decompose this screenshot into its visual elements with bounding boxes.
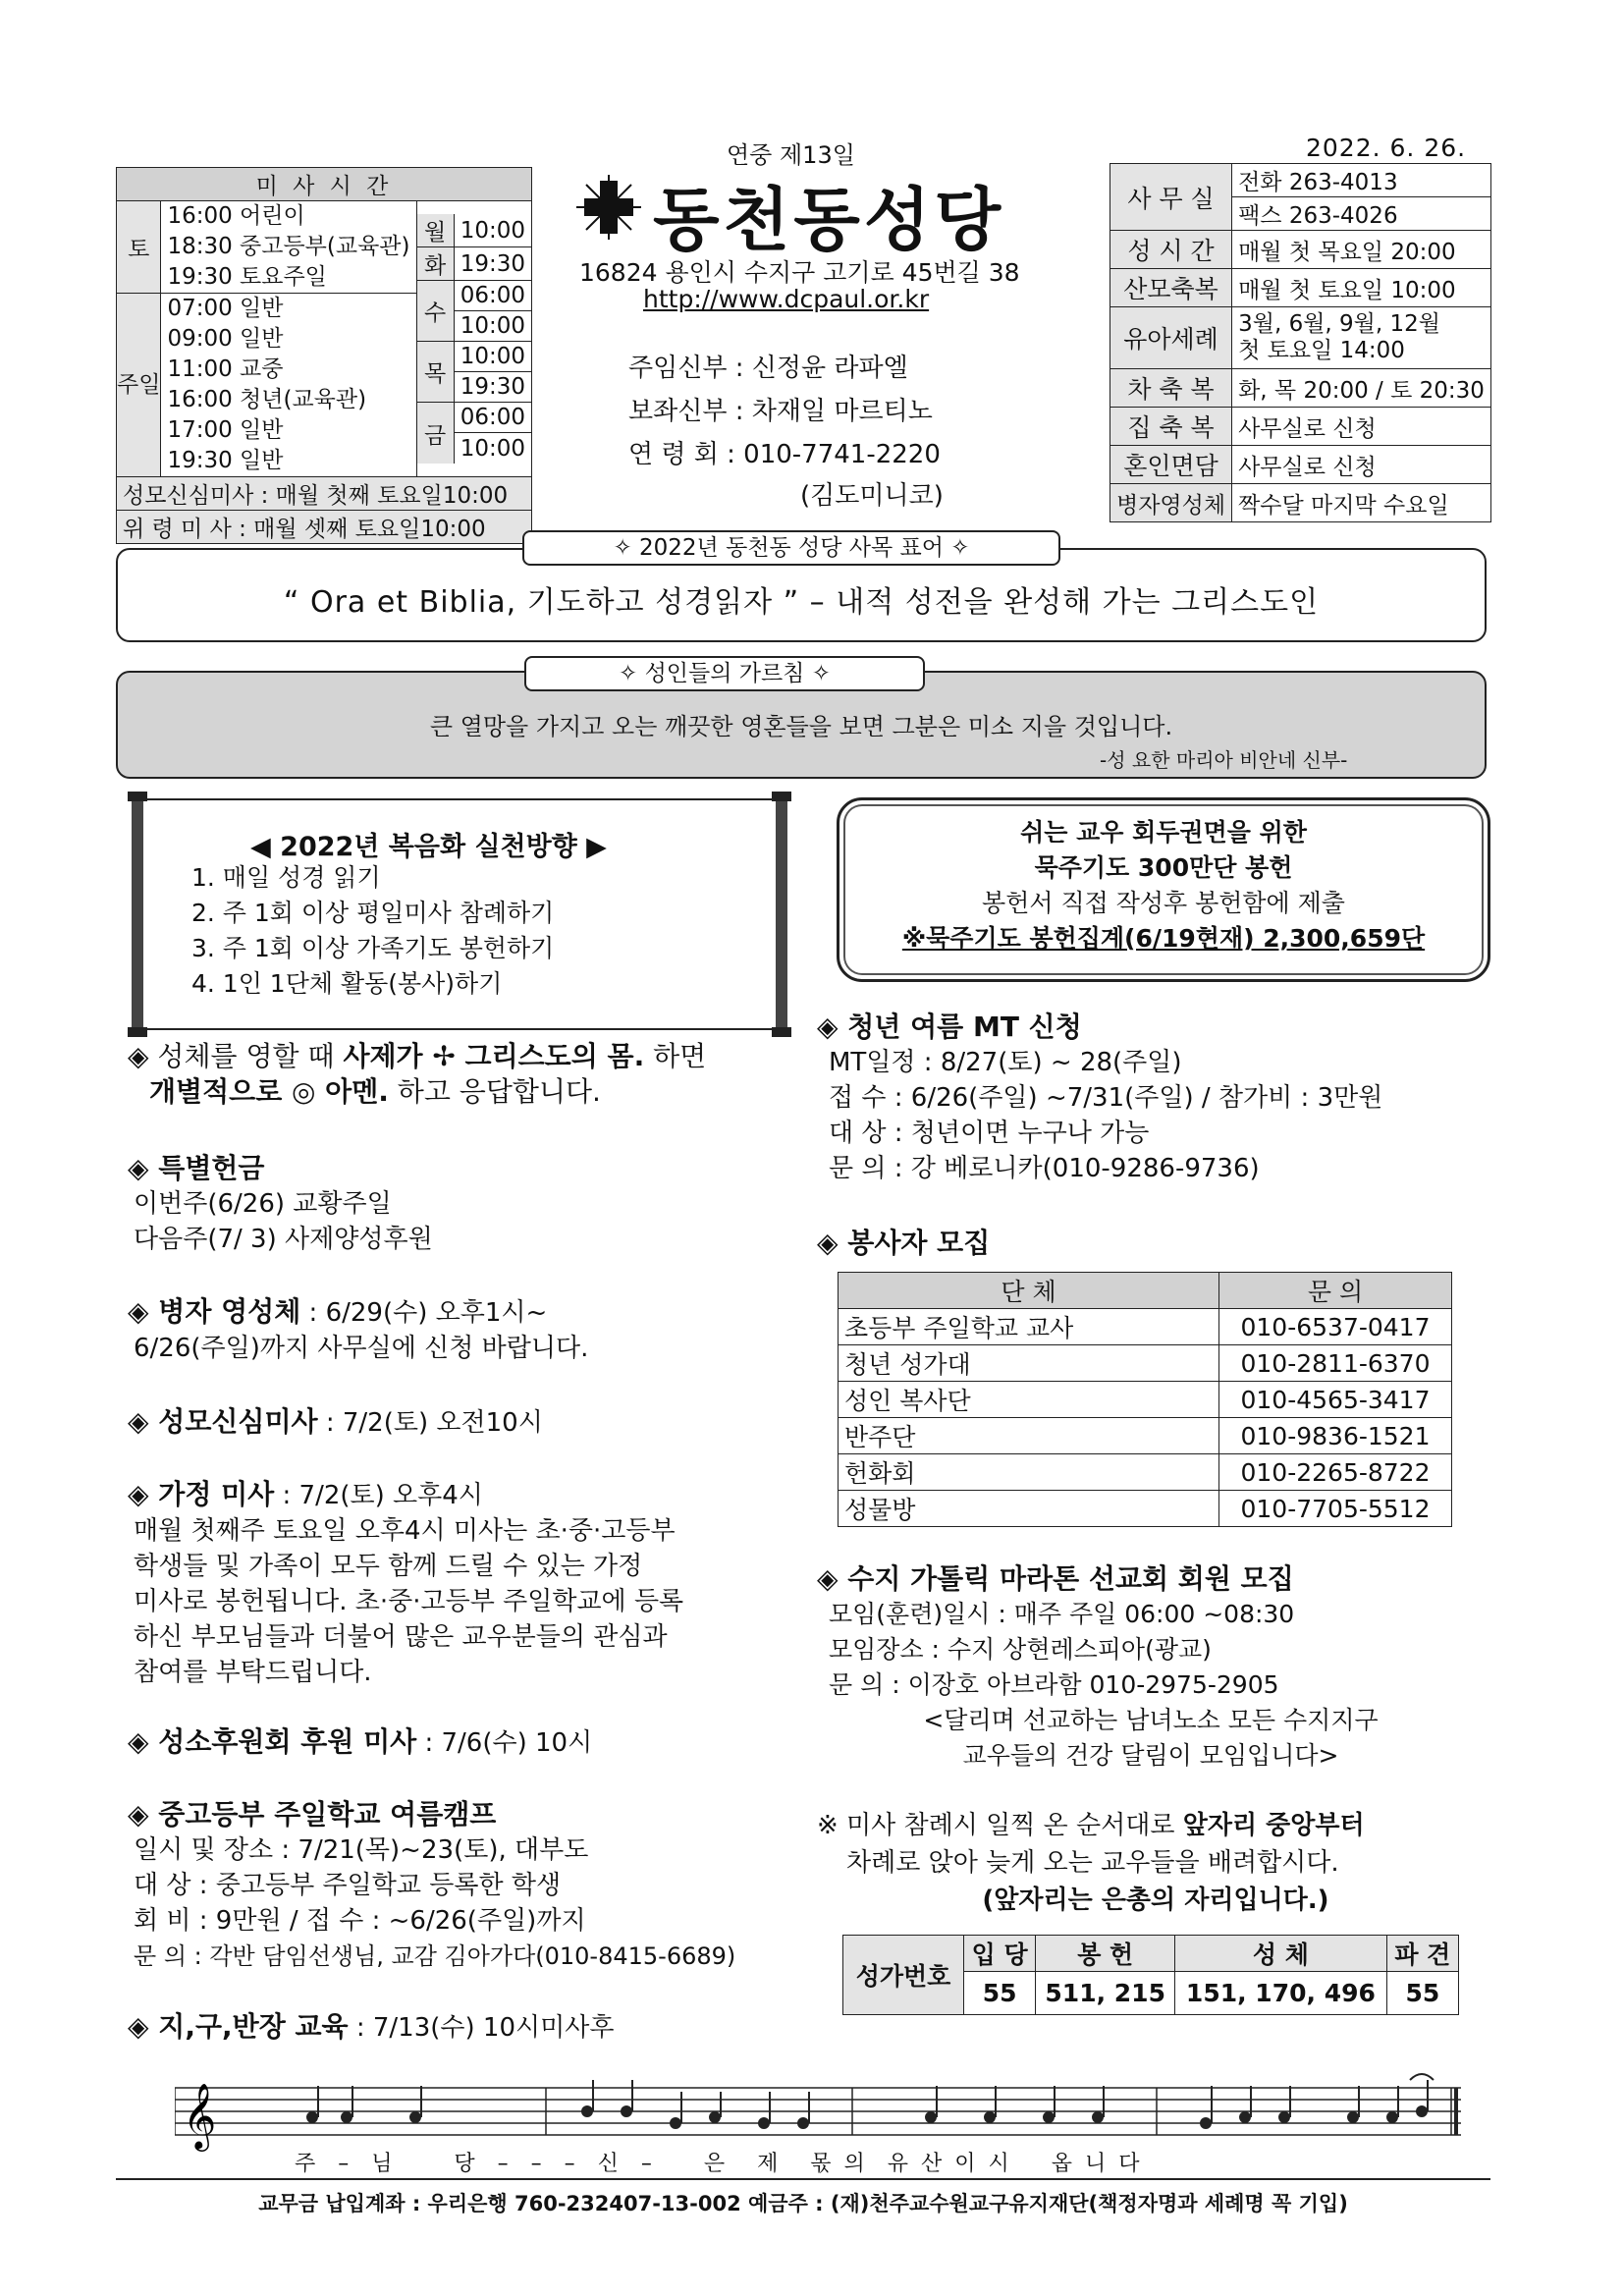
evangelization-items: 1. 매일 성경 읽기 2. 주 1회 이상 평일미사 참례하기 3. 주 1회 이상 가족기도 봉헌하기 4. 1인 1단체 활동(봉사)하기 bbox=[191, 863, 555, 998]
assistant-line: 보좌신부 : 차재일 마르티노 bbox=[628, 397, 933, 426]
parish-address: 16824 용인시 수지구 고기로 45번길 38 bbox=[579, 258, 1020, 287]
communion-notice: ◈ 성체를 영할 때 사제가 ✢ 그리스도의 몸. 하면 개별적으로 ◎ 아멘. 하고 응답합니다. bbox=[128, 1040, 707, 1108]
table-row: 반주단 010-9836-1521 bbox=[839, 1418, 1452, 1454]
special-offering-notice: ◈ 특별헌금 이번주(6/26) 교황주일 다음주(7/ 3) 사제양성후원 bbox=[128, 1152, 433, 1254]
marathon-notice: ◈ 수지 가톨릭 마라톤 선교회 회원 모집 모임(훈련)일시 : 매주 주일 06:00 ~08:30 모임장소 : 수지 상현레스피아(광교) 문 의 : 이장호 아브라함 010-2975-2905 bbox=[817, 1562, 1295, 1699]
table-row: 헌화회 010-2265-8722 bbox=[839, 1454, 1452, 1491]
hymn-table: 성가번호 입 당 봉 헌 성 체 파 견 55 511, 215 151, 170, 496 55 bbox=[842, 1935, 1459, 2015]
music-lyrics: 주 – 님 당 – – – 신 – 은 제 몫 의 유 산 이 시 옵 니 다 bbox=[295, 2152, 1143, 2176]
seating-notice: ※ 미사 참례시 일찍 온 순서대로 앞자리 중앙부터 차례로 앉아 늦게 오는 교우들을 배려합시다. (앞자리는 은총의 자리입니다.) bbox=[817, 1811, 1365, 1915]
pastor-line: 주임신부 : 신정윤 라파엘 bbox=[628, 354, 908, 383]
volunteer-table: 단 체 문 의 초등부 주일학교 교사 010-6537-0417 청년 성가대 010-2811-6370 성인 복사단 010-4565-3417 반주단 010-9836-1521 헌화회 010-2265-8722 성물방 010-7705-5512 bbox=[838, 1272, 1452, 1527]
motto-label: ✧ 2022년 동천동 성당 사목 표어 ✧ bbox=[522, 530, 1060, 566]
saints-source: -성 요한 마리아 비안네 신부- bbox=[1100, 748, 1348, 772]
svg-text:𝄞: 𝄞 bbox=[183, 2082, 217, 2149]
table-row: 청년 성가대 010-2811-6370 bbox=[839, 1345, 1452, 1382]
weekday-times: 월 10:00 화 19:30 수 06:00 10:00 목 10:00 19:30 금 06:00 10:00 bbox=[416, 201, 531, 477]
monthly-mass-2: 위 령 미 사 : 매월 셋째 토요일10:00 bbox=[117, 511, 532, 544]
mass-times-title: 미 사 시 간 bbox=[117, 168, 532, 201]
rosary-text: 쉬는 교우 회두권면을 위한 묵주기도 300만단 봉헌 봉헌서 직접 작성후 봉헌함에 제출 ※묵주기도 봉헌집계(6/19현재) 2,300,659단 bbox=[901, 818, 1426, 953]
table-row: 성물방 010-7705-5512 bbox=[839, 1491, 1452, 1527]
saints-quote: 큰 열망을 가지고 오는 깨끗한 영혼들을 보면 그분은 미소 지을 것입니다. bbox=[429, 713, 1173, 740]
mt-notice: ◈ 청년 여름 MT 신청 MT일정 : 8/27(토) ~ 28(주일) 접 수 : 6/26(주일) ~7/31(주일) / 참가비 : 3만원 대 상 : 청년이면 누구나 가능 문 의 : 강 베로니카(010-9286-9736) bbox=[817, 1011, 1383, 1183]
saturday-label: 토 bbox=[117, 201, 161, 294]
sunday-times: 07:00 일반 09:00 일반 11:00 교중 16:00 청년(교육관) 17:00 일반 19:30 일반 bbox=[161, 294, 416, 477]
sunday-label: 주일 bbox=[117, 294, 161, 477]
issue-date: 2022. 6. 26. bbox=[1306, 134, 1467, 162]
council-line: 연 령 회 : 010-7741-2220 bbox=[628, 440, 941, 469]
motto-text: “ Ora et Biblia, 기도하고 성경읽자 ” – 내적 성전을 완성해 가는 그리스도인 bbox=[283, 585, 1320, 620]
marathon-slogan: <달리며 선교하는 남녀노소 모든 수지지구 교우들의 건강 달림이 모임입니다> bbox=[923, 1706, 1379, 1770]
sick-communion-notice: ◈ 병자 영성체 : 6/29(수) 오후1시~ 6/26(주일)까지 사무실에 신청 바랍니다. bbox=[128, 1295, 589, 1363]
table-row: 초등부 주일학교 교사 010-6537-0417 bbox=[839, 1309, 1452, 1345]
vocation-mass-notice: ◈ 성소후원회 후원 미사 : 7/6(수) 10시 bbox=[128, 1725, 593, 1758]
music-staff bbox=[175, 2070, 1461, 2159]
parish-website[interactable]: http://www.dcpaul.or.kr bbox=[643, 285, 930, 313]
volunteer-notice-head: ◈ 봉사자 모집 bbox=[817, 1227, 991, 1259]
office-table: 사 무 실 전화 263-4013 팩스 263-4026 성 시 간 매월 첫 목요일 20:00 산모축복 매월 첫 토요일 10:00 유아세례 3월, 6월, 9월, 12월 첫 토요일 14:00 차 축 복 화, 목 20:00 / 토 20:30 집 축 복 사무실로 신청 혼인면담 사무실로 신청 병자영성체 짝수달 마지막 수요일 bbox=[1110, 163, 1491, 522]
footer-account: 교무금 납입계좌 : 우리은행 760-232407-13-002 예금주 : (재)천주교수원교구유지재단(책정자명과 세례명 꼭 기입) bbox=[258, 2192, 1348, 2215]
family-mass-notice: ◈ 가정 미사 : 7/2(토) 오후4시 매월 첫째주 토요일 오후4시 미사는 초·중·고등부 학생들 및 가족이 모두 함께 드릴 수 있는 가정 미사로 봉헌됩니다. 초·중·고등부 주일학교에 등록 하신 부모님들과 더불어 많은 교우분들의 관심과 참여를 부탁드립니다. bbox=[128, 1478, 684, 1687]
saturday-times: 16:00 어린이 18:30 중고등부(교육관) 19:30 토요주일 bbox=[161, 201, 416, 294]
summer-camp-notice: ◈ 중고등부 주일학교 여름캠프 일시 및 장소 : 7/21(목)~23(토), 대부도 대 상 : 중고등부 주일학교 등록한 학생 회 비 : 9만원 / 접 수 : ~6/26(주일)까지 문 의 : 각반 담임선생님, 교감 김아가다(010-8415-6689) bbox=[128, 1798, 736, 1970]
mass-times-table bbox=[116, 167, 532, 544]
leaders-education-notice: ◈ 지,구,반장 교육 : 7/13(수) 10시미사후 bbox=[128, 2010, 615, 2043]
council-name: (김도미니코) bbox=[800, 481, 944, 511]
footer-rule bbox=[116, 2178, 1490, 2180]
cross-logo-icon bbox=[574, 173, 643, 242]
monthly-mass-1: 성모신심미사 : 매월 첫째 토요일10:00 bbox=[117, 477, 532, 511]
saints-label: ✧ 성인들의 가르침 ✧ bbox=[524, 656, 925, 691]
table-row: 성인 복사단 010-4565-3417 bbox=[839, 1382, 1452, 1418]
marian-mass-notice: ◈ 성모신심미사 : 7/2(토) 오전10시 bbox=[128, 1405, 543, 1438]
issue-label: 연중 제13일 bbox=[727, 141, 855, 169]
parish-name: 동천동성당 bbox=[653, 180, 1005, 260]
evangelization-title: ◀ 2022년 복음화 실천방향 ▶ bbox=[250, 832, 607, 862]
